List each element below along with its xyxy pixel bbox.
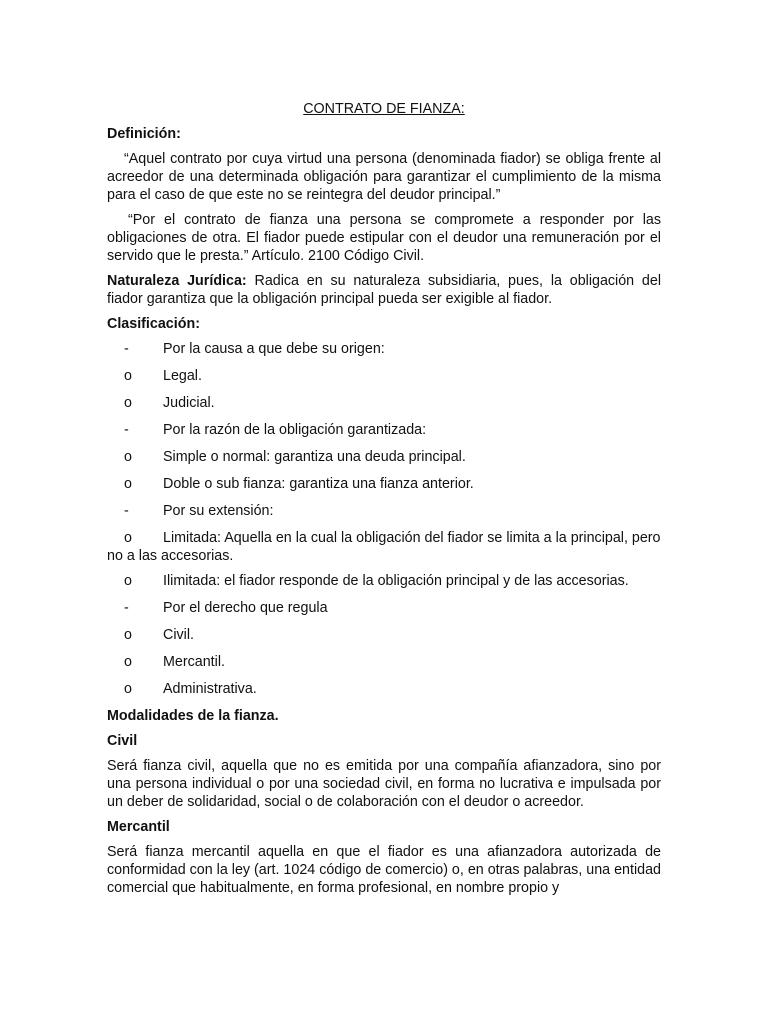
list-marker: o: [124, 681, 132, 697]
list-marker: o: [124, 395, 132, 411]
list-marker: o: [124, 530, 132, 546]
definicion-paragraph-1: “Aquel contrato por cuya virtud una persona (denominada fiador) se obliga frente al acreedor de una determinada obligación para garantizar el cumplimiento de la misma para el caso de que este no se reintegra del deudor principal.”: [107, 151, 661, 203]
list-item: [107, 529, 661, 565]
list-item-text: Mercantil.: [163, 654, 225, 670]
list-item-text: Doble o sub fianza: garantiza una fianza anterior.: [163, 476, 474, 492]
definicion-paragraph-2: “Por el contrato de fianza una persona se compromete a responder por las obligaciones de otra. El fiador puede estipular con el deudor una remuneración por el servido que le presta.” Artículo. 2100 Código Civil.: [107, 212, 661, 264]
list-item: [107, 340, 661, 358]
list-item: [107, 599, 661, 617]
list-marker: -: [124, 422, 129, 438]
list-item: [107, 626, 661, 644]
list-item-text: Por la razón de la obligación garantizada:: [163, 422, 427, 438]
list-marker: o: [124, 368, 132, 384]
mercantil-paragraph: Será fianza mercantil aquella en que el fiador es una afianzadora autorizada de conformidad con la ley (art. 1024 código de comercio) o, en otras palabras, una entidad comercial que habitualmente, en forma profesional, en nombre propio y: [107, 844, 661, 896]
list-item: [107, 475, 661, 493]
naturaleza-text: Radica en su naturaleza subsidiaria, pues, la obligación del fiador garantiza que la obligación principal pueda ser exigible al fiador.: [107, 273, 662, 307]
list-marker: -: [124, 600, 129, 616]
list-item-text: Por el derecho que regula: [163, 600, 328, 616]
naturaleza-paragraph: [107, 272, 661, 308]
list-marker: -: [124, 503, 129, 519]
list-item: [107, 367, 661, 385]
mercantil-heading: Mercantil: [107, 819, 170, 835]
list-item: [107, 572, 661, 590]
list-item-text: Administrativa.: [163, 681, 257, 697]
list-item-text: Civil.: [163, 627, 194, 643]
civil-heading: Civil: [107, 733, 138, 749]
list-item: [107, 421, 661, 439]
list-item: [107, 653, 661, 671]
document-title: CONTRATO DE FIANZA:: [303, 101, 465, 117]
list-marker: o: [124, 654, 132, 670]
list-marker: o: [124, 476, 132, 492]
list-item-text: Limitada: Aquella en la cual la obligación del fiador se limita a la principal, pero no a las accesorias.: [107, 530, 661, 564]
list-marker: -: [124, 341, 129, 357]
definicion-heading: Definición:: [107, 126, 181, 142]
list-marker: o: [124, 573, 132, 589]
list-item-text: Por la causa a que debe su origen:: [163, 341, 385, 357]
list-item: [107, 680, 661, 698]
list-item-text: Judicial.: [163, 395, 215, 411]
list-item-text: Legal.: [163, 368, 202, 384]
list-marker: o: [124, 449, 132, 465]
naturaleza-label: Naturaleza Jurídica:: [107, 273, 247, 289]
list-item: [107, 502, 661, 520]
list-item: [107, 394, 661, 412]
list-item-text: Por su extensión:: [163, 503, 274, 519]
list-item: [107, 448, 661, 466]
list-marker: o: [124, 627, 132, 643]
list-item-text: Ilimitada: el fiador responde de la obligación principal y de las accesorias.: [163, 573, 629, 589]
civil-paragraph: Será fianza civil, aquella que no es emitida por una compañía afianzadora, sino por una persona individual o por una sociedad civil, en forma no lucrativa e impulsada por un deber de solidaridad, social o de colaboración con el deudor o acreedor.: [107, 758, 661, 810]
list-item-text: Simple o normal: garantiza una deuda principal.: [163, 449, 466, 465]
modalidades-heading: Modalidades de la fianza.: [107, 708, 279, 724]
clasificacion-heading: Clasificación:: [107, 316, 200, 332]
